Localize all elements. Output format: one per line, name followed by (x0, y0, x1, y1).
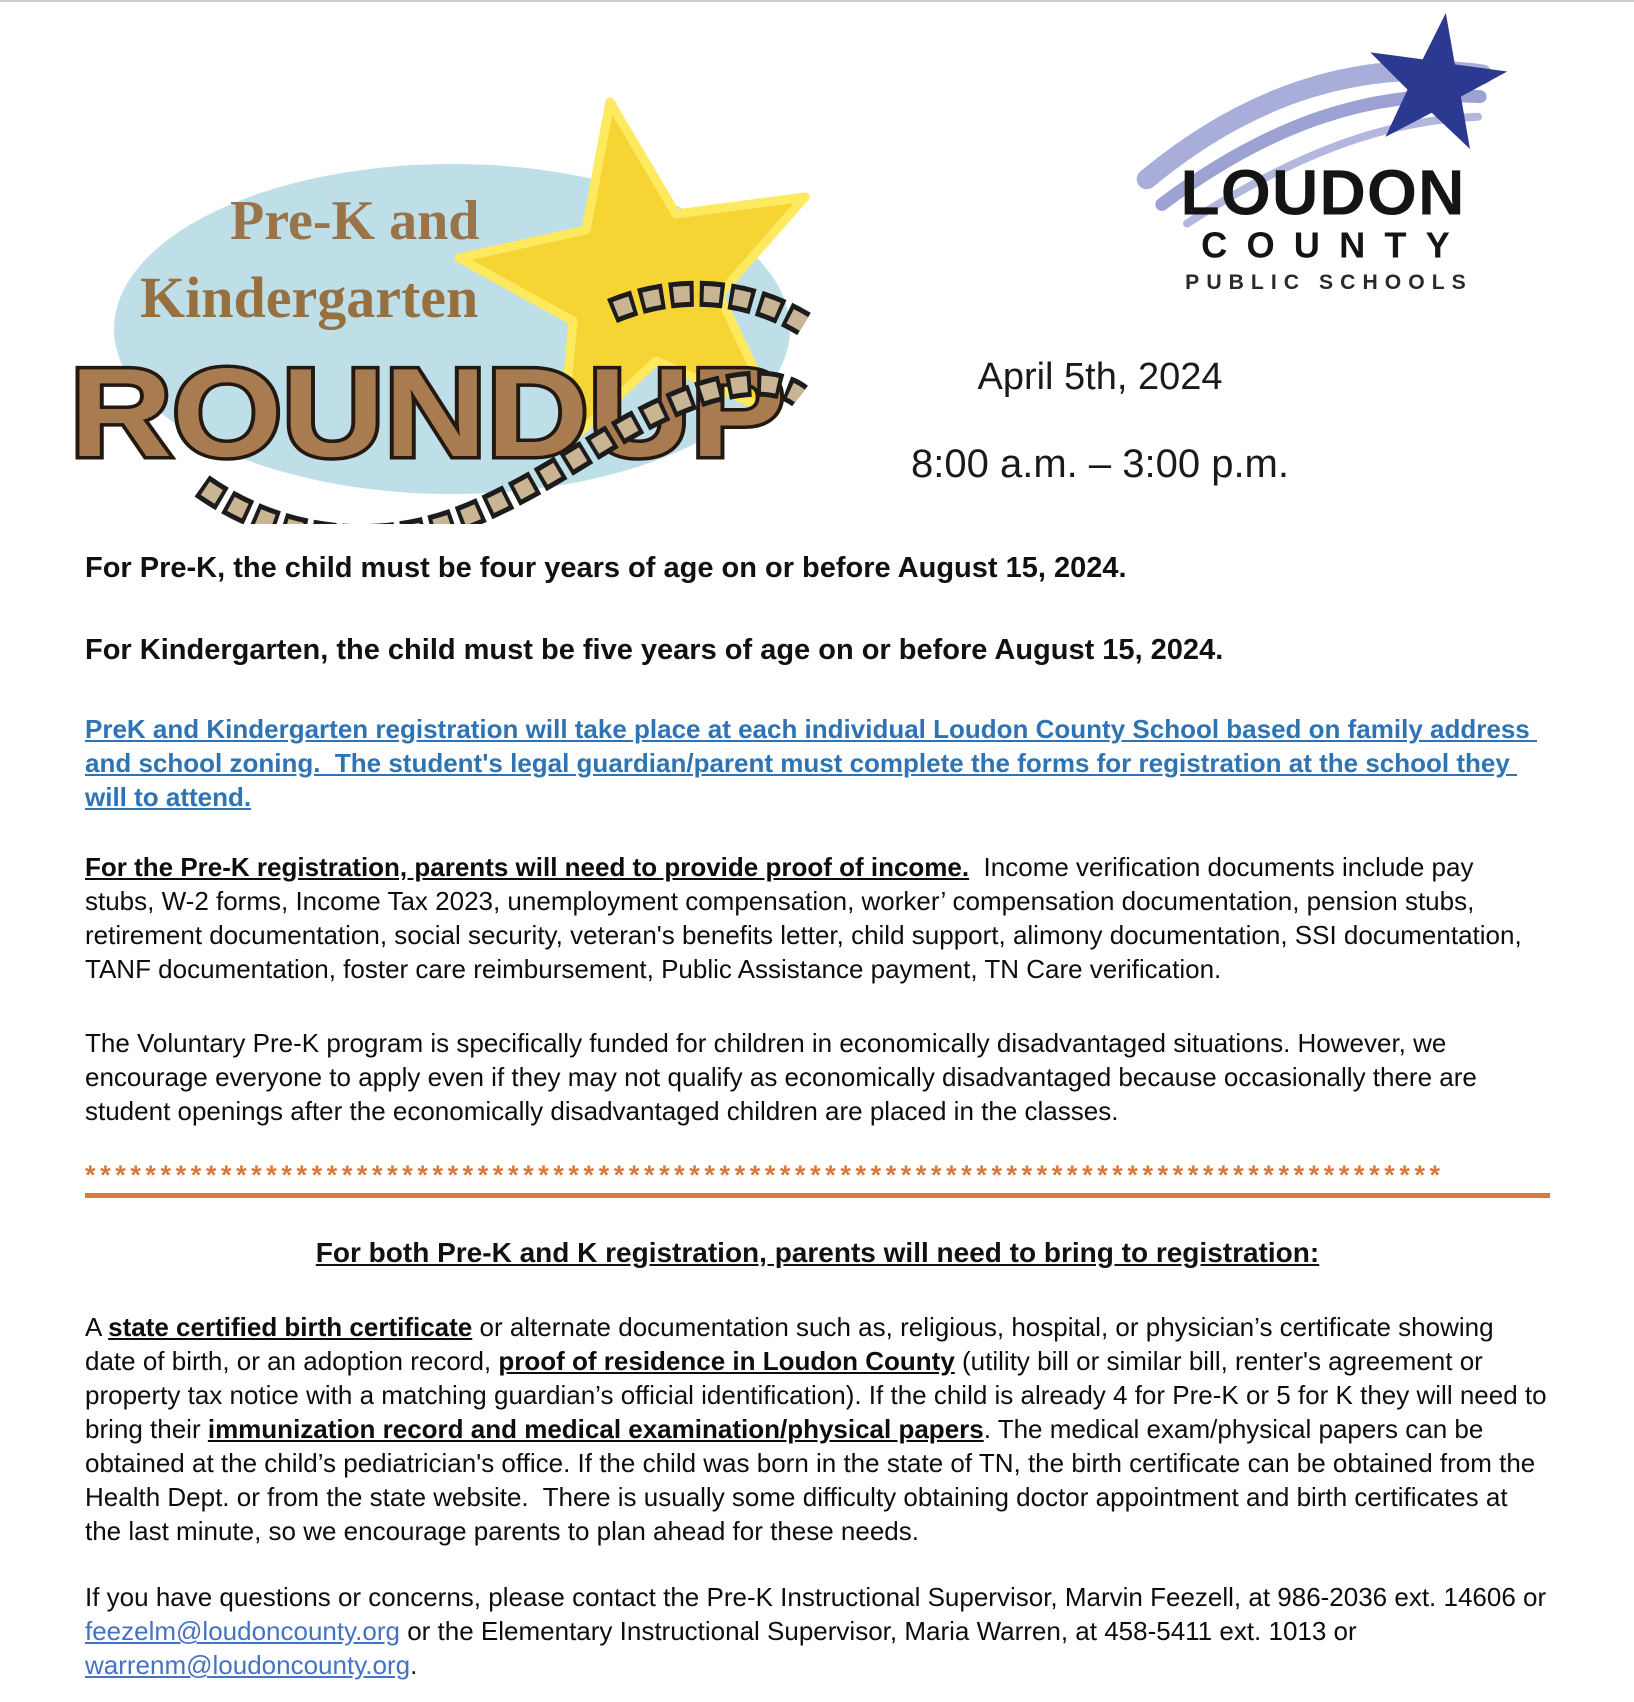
text-segment: (utility bill or similar bill, renter's agreement or property tax notice with a matching guardian’s official identification). If the child is already 4 for Pre-K or 5 for K they will need to bring their (85, 1346, 1554, 1444)
prek-age-text: For Pre-K, the child must be four years of age on or before August 15, 2024. (85, 552, 1127, 584)
registration-notice-link[interactable]: PreK and Kindergarten registration will take place at each individual Loudon County School based on family address and school zoning. The student's legal guardian/parent must complete the forms for registration at the school they will to attend. (85, 714, 1537, 812)
event-time: 8:00 a.m. – 3:00 p.m. (911, 442, 1289, 486)
required-documents-paragraph (85, 1310, 1554, 1548)
roundup-logo-graphic (52, 74, 832, 524)
bold-underline-text: proof of residence in Loudon County (498, 1346, 955, 1376)
income-proof-paragraph (85, 850, 1550, 986)
event-when-block (830, 354, 1370, 488)
email-link[interactable]: feezelm@loudoncounty.org (85, 1616, 400, 1646)
email-link[interactable]: warrenm@loudoncounty.org (85, 1650, 411, 1680)
bold-underline-text: immunization record and medical examination/physical papers (207, 1414, 984, 1444)
kindergarten-age-text: For Kindergarten, the child must be five years of age on or before August 15, 2024. (85, 634, 1224, 666)
voluntary-prek-paragraph: The Voluntary Pre-K program is specifically funded for children in economically disadvantaged situations. However, we encourage everyone to apply even if they may not qualify as economically disadvantaged because occasionally there are student openings after the economically disadvantaged children are placed in the classes. (85, 1028, 1485, 1126)
event-date: April 5th, 2024 (977, 356, 1223, 398)
text-segment: or the Elementary Instructional Supervisor, Maria Warren, at 458-5411 ext. 1013 or (399, 1616, 1364, 1646)
text-segment: A (85, 1312, 109, 1342)
bring-to-registration-heading: For both Pre-K and K registration, parents will need to bring to registration: (315, 1237, 1320, 1268)
text-segment: . (410, 1650, 418, 1680)
contact-paragraph (85, 1580, 1554, 1682)
text-segment: If you have questions or concerns, please contact the Pre-K Instructional Supervisor, Marvin Feezell, at 986-2036 ext. 14606 or (85, 1582, 1554, 1612)
district-county: COUNTY (1201, 224, 1469, 266)
district-logo-graphic (1128, 6, 1528, 298)
text-segment: . The medical exam/physical papers can be obtained at the child’s pediatrician's office. If the child was born in the state of TN, the birth certificate can be obtained from the Health Dept. or from the state website. There is usually some difficulty obtaining doctor appointment and birth certificates at the last minute, so we encourage parents to plan ahead for these needs. (85, 1414, 1543, 1546)
text-segment: Income verification documents include pay stubs, W-2 forms, Income Tax 2023, unemployment compensation, worker’ compensation documentation, pension stubs, retirement documentation, social security, veteran's benefits letter, child support, alimony documentation, SSI documentation, TANF documentation, foster care reimbursement, Public Assistance payment, TN Care verification. (85, 852, 1529, 984)
flyer-body (85, 550, 1554, 1682)
asterisk-divider: ****************************************************************************************** (85, 1160, 1550, 1198)
district-name: LOUDON (1180, 156, 1466, 229)
district-schools: PUBLIC SCHOOLS (1185, 270, 1473, 294)
roundup-logo-line1: Pre-K and (230, 190, 480, 252)
bold-underline-text: For the Pre-K registration, parents will need to provide proof of income. (85, 852, 970, 882)
bold-underline-text: state certified birth certificate (108, 1312, 473, 1342)
roundup-logo-line3: ROUNDUP (70, 342, 786, 483)
text-segment: or alternate documentation such as, religious, hospital, or physician’s certificate showing date of birth, or an adoption record, (85, 1312, 1501, 1376)
roundup-logo-line2: Kindergarten (140, 265, 479, 330)
